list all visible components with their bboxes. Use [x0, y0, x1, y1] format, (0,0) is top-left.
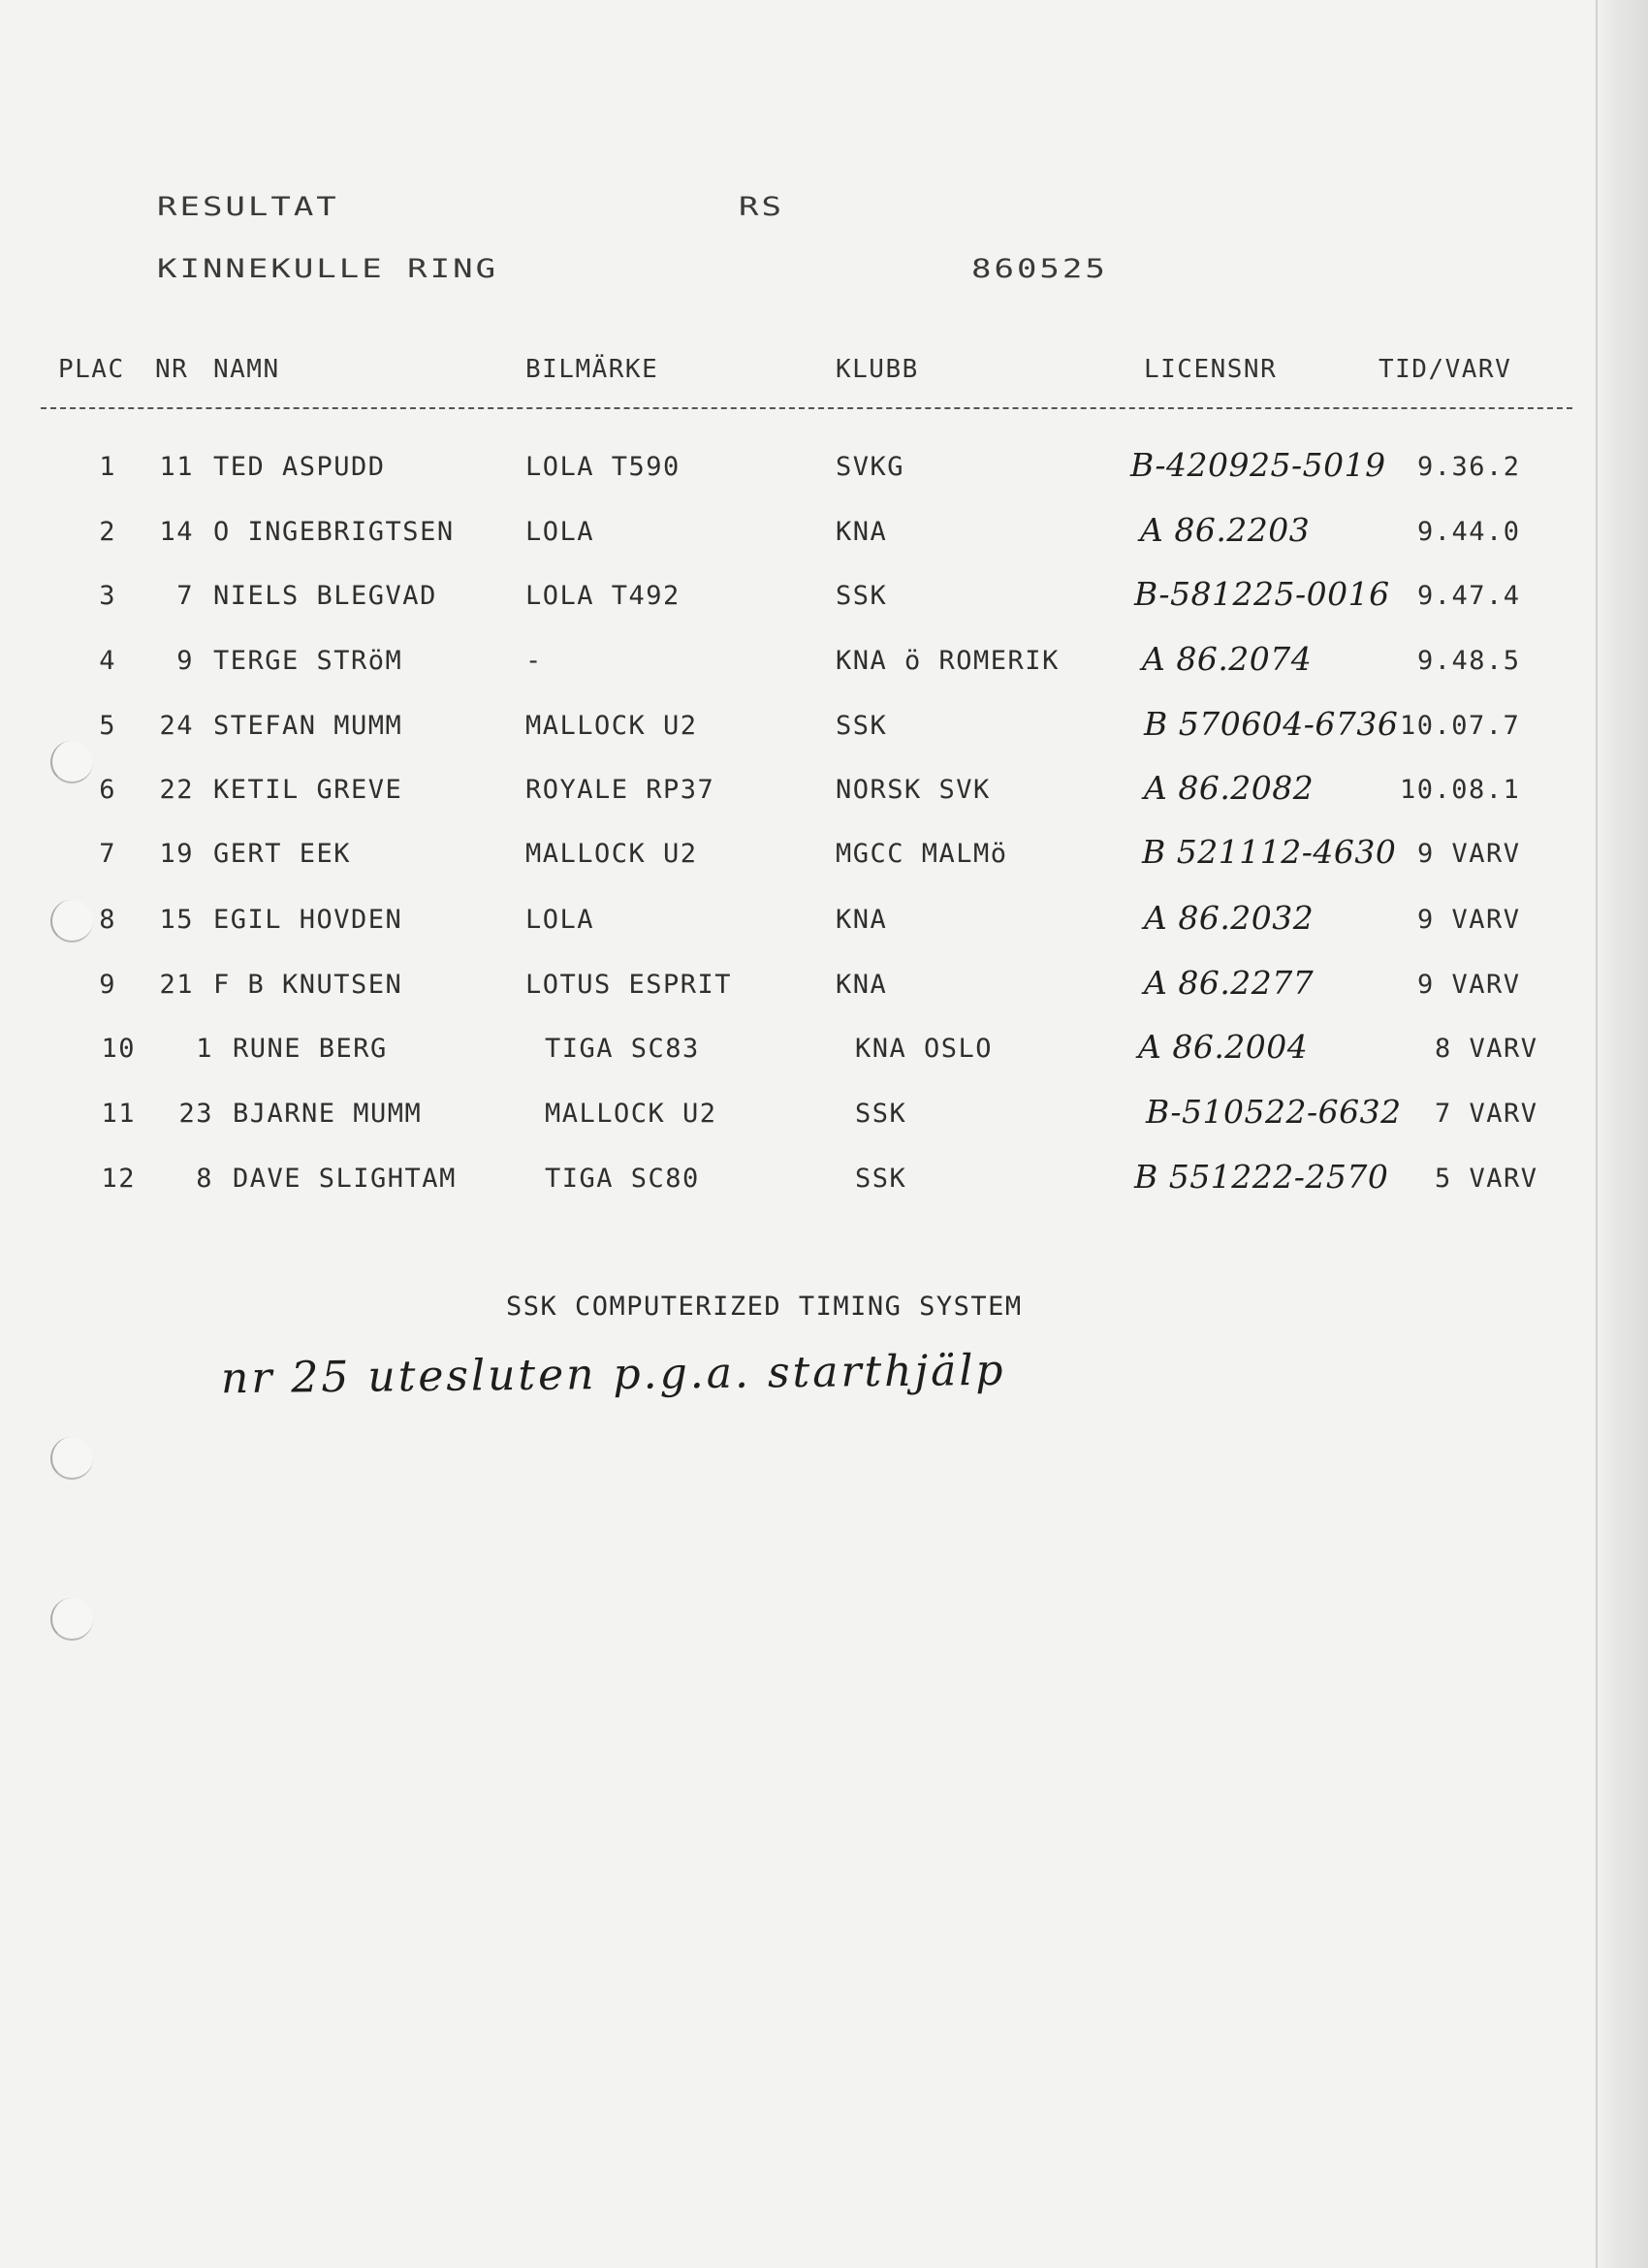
col-licensnr: LICENSNR: [1144, 355, 1278, 384]
table-row: [0, 705, 1648, 750]
cell-nr: 23: [178, 1099, 213, 1129]
cell-licens-handwritten: A 86.2277: [1144, 964, 1315, 1002]
cell-plac: 8: [99, 905, 116, 935]
cell-plac: 9: [99, 970, 116, 1000]
table-row: [0, 1093, 1648, 1137]
race-date: 860525: [971, 254, 1108, 285]
table-row: [0, 899, 1648, 943]
cell-nr: 9: [176, 646, 194, 676]
cell-tid: 9.44.0: [1417, 517, 1521, 547]
col-namn: NAMN: [213, 355, 280, 384]
col-klubb: KLUBB: [836, 355, 919, 384]
timing-system-footer: SSK COMPUTERIZED TIMING SYSTEM: [506, 1292, 1023, 1322]
table-row: [0, 511, 1648, 556]
cell-bil: LOLA T590: [525, 452, 681, 482]
cell-tid: 9.36.2: [1417, 452, 1521, 482]
cell-licens-handwritten: B 570604-6736: [1144, 705, 1399, 743]
cell-plac: 3: [99, 581, 116, 611]
cell-bil: LOTUS ESPRIT: [525, 970, 733, 1000]
cell-namn: GERT EEK: [213, 839, 352, 869]
punch-hole: [50, 1598, 93, 1641]
cell-tid: 9 VARV: [1417, 970, 1521, 1000]
table-row: [0, 1028, 1648, 1072]
punch-hole: [50, 1437, 93, 1480]
cell-licens-handwritten: A 86.2004: [1138, 1028, 1309, 1066]
cell-namn: DAVE SLIGHTAM: [233, 1164, 457, 1194]
series-code: RS: [739, 192, 784, 223]
cell-klubb: KNA: [836, 905, 888, 935]
cell-nr: 7: [176, 581, 194, 611]
cell-klubb: SSK: [855, 1164, 907, 1194]
col-nr: NR: [155, 355, 189, 384]
cell-bil: LOLA T492: [525, 581, 681, 611]
cell-namn: KETIL GREVE: [213, 775, 403, 805]
table-row: [0, 769, 1648, 814]
cell-licens-handwritten: B-581225-0016: [1134, 575, 1390, 613]
cell-bil: LOLA: [525, 517, 595, 547]
cell-plac: 7: [99, 839, 116, 869]
cell-klubb: NORSK SVK: [836, 775, 991, 805]
cell-klubb: SSK: [855, 1099, 907, 1129]
cell-licens-handwritten: A 86.2074: [1142, 640, 1313, 678]
table-row: [0, 1158, 1648, 1202]
cell-licens-handwritten: B-420925-5019: [1130, 446, 1386, 484]
cell-namn: STEFAN MUMM: [213, 711, 403, 741]
cell-nr: 22: [159, 775, 194, 805]
cell-plac: 4: [99, 646, 116, 676]
cell-tid: 9 VARV: [1417, 905, 1521, 935]
cell-klubb: KNA ö ROMERIK: [836, 646, 1060, 676]
cell-bil: -: [525, 646, 543, 676]
cell-bil: MALLOCK U2: [545, 1099, 717, 1129]
cell-licens-handwritten: A 86.2203: [1140, 511, 1311, 549]
cell-namn: EGIL HOVDEN: [213, 905, 403, 935]
cell-klubb: KNA: [836, 517, 888, 547]
table-row: [0, 446, 1648, 491]
cell-klubb: SVKG: [836, 452, 905, 482]
cell-plac: 6: [99, 775, 116, 805]
cell-bil: MALLOCK U2: [525, 839, 698, 869]
cell-bil: TIGA SC83: [545, 1034, 700, 1064]
cell-licens-handwritten: B-510522-6632: [1146, 1093, 1402, 1131]
cell-namn: RUNE BERG: [233, 1034, 388, 1064]
cell-klubb: SSK: [836, 581, 888, 611]
cell-bil: LOLA: [525, 905, 595, 935]
cell-tid: 7 VARV: [1435, 1099, 1538, 1129]
cell-nr: 1: [196, 1034, 213, 1064]
cell-nr: 24: [159, 711, 194, 741]
cell-bil: ROYALE RP37: [525, 775, 715, 805]
track-name: KINNEKULLE RING: [157, 254, 499, 285]
cell-tid: 10.07.7: [1400, 711, 1521, 741]
cell-plac: 5: [99, 711, 116, 741]
cell-namn: F B KNUTSEN: [213, 970, 403, 1000]
cell-namn: NIELS BLEGVAD: [213, 581, 437, 611]
col-plac: PLAC: [58, 355, 125, 384]
cell-nr: 11: [159, 452, 194, 482]
table-row: [0, 833, 1648, 878]
cell-bil: TIGA SC80: [545, 1164, 700, 1194]
cell-namn: BJARNE MUMM: [233, 1099, 423, 1129]
cell-tid: 10.08.1: [1400, 775, 1521, 805]
cell-tid: 9.48.5: [1417, 646, 1521, 676]
cell-tid: 9.47.4: [1417, 581, 1521, 611]
cell-nr: 14: [159, 517, 194, 547]
col-bilmarke: BILMÄRKE: [525, 355, 659, 384]
cell-plac: 1: [99, 452, 116, 482]
result-title: RESULTAT: [157, 192, 339, 223]
cell-namn: TERGE STRöM: [213, 646, 403, 676]
table-row: [0, 964, 1648, 1008]
cell-licens-handwritten: B 521112-4630: [1142, 833, 1397, 871]
cell-licens-handwritten: B 551222-2570: [1134, 1158, 1389, 1196]
cell-nr: 15: [159, 905, 194, 935]
cell-namn: O INGEBRIGTSEN: [213, 517, 455, 547]
cell-plac: 11: [101, 1099, 136, 1129]
header-divider: [41, 407, 1572, 409]
cell-nr: 21: [159, 970, 194, 1000]
cell-klubb: KNA: [836, 970, 888, 1000]
table-row: [0, 640, 1648, 685]
cell-klubb: KNA OSLO: [855, 1034, 994, 1064]
table-row: [0, 575, 1648, 620]
cell-tid: 9 VARV: [1417, 839, 1521, 869]
cell-plac: 12: [101, 1164, 136, 1194]
cell-namn: TED ASPUDD: [213, 452, 386, 482]
cell-nr: 8: [196, 1164, 213, 1194]
cell-bil: MALLOCK U2: [525, 711, 698, 741]
cell-tid: 5 VARV: [1435, 1164, 1538, 1194]
cell-klubb: SSK: [836, 711, 888, 741]
cell-tid: 8 VARV: [1435, 1034, 1538, 1064]
cell-nr: 19: [159, 839, 194, 869]
cell-licens-handwritten: A 86.2032: [1144, 899, 1315, 937]
cell-licens-handwritten: A 86.2082: [1144, 769, 1315, 807]
col-tid: TID/VARV: [1379, 355, 1512, 384]
handwritten-note: nr 25 utesluten p.g.a. starthjälp: [220, 1345, 1006, 1404]
cell-plac: 2: [99, 517, 116, 547]
cell-klubb: MGCC MALMö: [836, 839, 1008, 869]
cell-plac: 10: [101, 1034, 136, 1064]
